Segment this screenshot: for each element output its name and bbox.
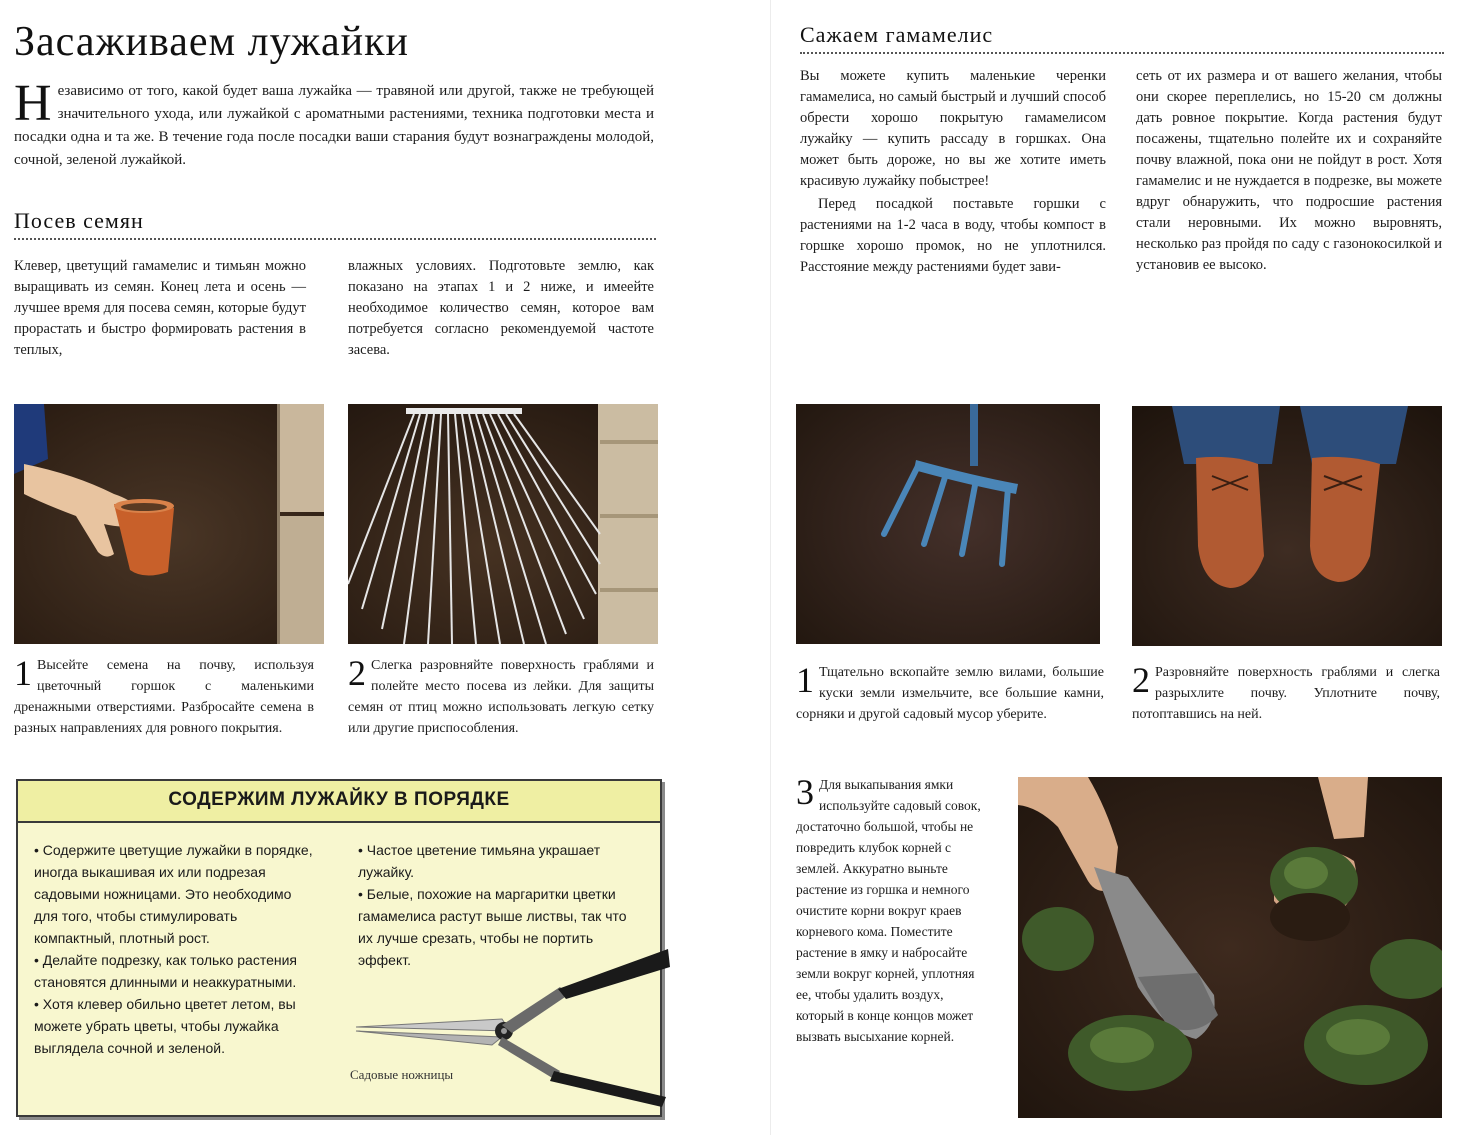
photo-raking <box>348 404 658 644</box>
intro-text: езависимо от того, какой будет ваша лужайка — травяной или другой, также не требующей значительного ухода, или лужайкой с ароматными растениями, техника подготовки места и посадки одна и та же. В течение года после посадки ваши старания будут вознаграждены молодой, сочной, зеленой лужайкой. <box>14 83 654 168</box>
page-title: Засаживаем лужайки <box>14 19 410 65</box>
right-step-1 <box>796 662 1104 725</box>
step-number: 3 <box>796 772 814 812</box>
sowing-col-1 <box>14 256 306 361</box>
box-bullet: • Содержите цветущие лужайки в порядке, иногда выкашивая их или подрезая садовыми ножницами. Это необходимо для того, чтобы стимулировать компактный, плотный рост. <box>34 839 314 949</box>
step-number: 1 <box>796 660 814 700</box>
planting-text-2: Перед посадкой поставьте горшки с растениями на 1-2 часа в воду, чтобы компост в горшке хорошо промок, но не уплотнился. Расстояние между растениями будет зави- <box>800 196 1106 275</box>
planting-text-3: сеть от их размера и от вашего желания, чтобы они скорее переплелись, но 15-20 см должны дать ровное покрытие. Когда растения будут посажены, тщательно полейте их и сохраняйте почву влажной, пока они не пойдут в рост. Хотя гамамелис и не нуждается в подрезке, вы можете вдруг обнаружить, что подросшие растения стали неровными. Их можно выровнять, несколько раз пройдя по саду с газонокосилкой и установив ее высоко. <box>1136 68 1442 273</box>
step-text: Слегка разровняйте поверхность граблями и полейте место посева из лейки. Для защиты семян от птиц можно использовать легкую сетку или другие приспособления. <box>348 658 654 736</box>
section-divider <box>800 52 1444 54</box>
box-title: СОДЕРЖИМ ЛУЖАЙКУ В ПОРЯДКЕ <box>168 789 510 810</box>
step-text: Тщательно вскопайте землю вилами, большие куски земли измельчите, все большие камни, сорняки и другой садовый мусор уберите. <box>796 665 1104 722</box>
shears-caption: Садовые ножницы <box>350 1067 454 1082</box>
photo-digging-fork <box>796 404 1100 644</box>
maintenance-box <box>16 779 662 1117</box>
photo-planting-trowel <box>1018 777 1442 1118</box>
planting-col-2 <box>1136 66 1442 276</box>
step-number: 2 <box>1132 660 1150 700</box>
garden-shears-icon <box>352 947 670 1107</box>
left-step-2 <box>348 655 654 739</box>
photo-sowing-pot <box>14 404 324 644</box>
box-bullet: • Белые, похожие на маргаритки цветки гамамелиса растут выше листвы, так что их лучше срезать, чтобы не портить эффект. <box>358 883 630 971</box>
box-left-list <box>34 839 314 1059</box>
section-title-sowing: Посев семян <box>14 208 144 233</box>
box-header <box>18 781 660 823</box>
intro-dropcap: Н <box>14 75 52 132</box>
box-bullet: • Хотя клевер обильно цветет летом, вы можете убрать цветы, чтобы лужайка выглядела сочной и зеленой. <box>34 993 314 1059</box>
section-divider <box>14 238 656 240</box>
sowing-text-1: Клевер, цветущий гамамелис и тимьян можно выращивать из семян. Конец лета и осень — лучшее время для посева семян, которые будут прорастать и быстро формировать растения в теплых, <box>14 258 306 358</box>
step-number: 2 <box>348 653 366 693</box>
right-step-2 <box>1132 662 1440 725</box>
step-number: 1 <box>14 653 32 693</box>
step-text: Разровняйте поверхность граблями и слегка разрыхлите почву. Уплотните почву, потоптавшись на ней. <box>1132 665 1440 722</box>
box-bullet: • Частое цветение тимьяна украшает лужайку. <box>358 839 630 883</box>
sowing-col-2 <box>348 256 654 361</box>
section-title-planting: Сажаем гамамелис <box>800 22 994 47</box>
step-text: Высейте семена на почву, используя цветочный горшок с маленькими дренажными отверстиями. Разбросайте семена в разных направлениях для ровного покрытия. <box>14 658 314 736</box>
step-text: Для выкапывания ямки используйте садовый совок, достаточно большой, чтобы не повредить клубок корней с землей. Аккуратно выньте растение из горшка и немного очистите корни вокруг краев корневого кома. Поместите растение в ямку и набросайте земли вокруг корней, уплотняя ее, чтобы удалить воздух, который в конце концов может вызвать высыхание корней. <box>796 777 981 1044</box>
planting-text-1: Вы можете купить маленькие черенки гамамелиса, но самый быстрый и лучший способ обрести хорошо покрытую гамамелисом лужайку — купить рассаду в горшках. Она может быть дороже, но вы же хотите иметь красивую лужайку побыстрее! <box>800 68 1106 189</box>
photo-treading-boots <box>1132 406 1442 646</box>
sowing-text-2: влажных условиях. Подготовьте землю, как показано на этапах 1 и 2 ниже, и имеейте необходимое количество семян, которое вам потребуется согласно рекомендуемой частоте засева. <box>348 258 654 358</box>
right-step-3 <box>796 774 990 1047</box>
box-bullet: • Делайте подрезку, как только растения становятся длинными и неаккуратными. <box>34 949 314 993</box>
page-gutter <box>770 0 771 1135</box>
left-step-1 <box>14 655 314 739</box>
planting-col-1 <box>800 66 1106 278</box>
intro-paragraph <box>14 75 654 172</box>
